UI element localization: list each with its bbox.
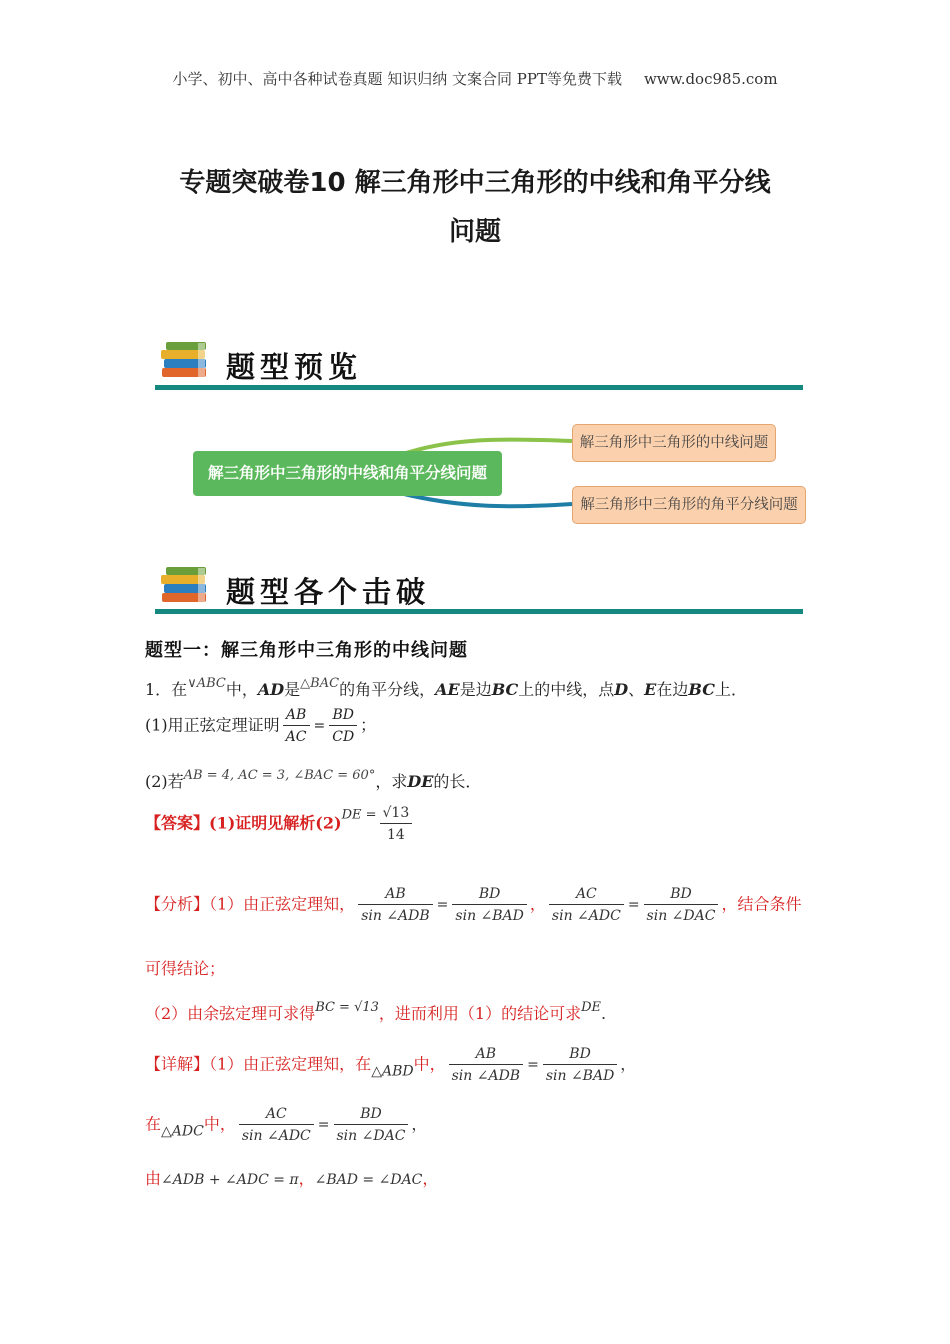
question-1-stem: 1．在$^{\vee ABC}$中，AD是$^{\triangle BAC}$的角平分线，AE是边BC上的中线，点D、E在边BC上． [145, 676, 747, 699]
section-preview-title: 题型预览 [226, 350, 363, 384]
page-title-line2: 问题 [448, 217, 501, 247]
mindmap-node-bisector: 解三角形中三角形的角平分线问题 [572, 486, 806, 524]
section-breakdown-divider [155, 609, 803, 614]
detail-line-2: 在△ADC中， $\frac{AC}{\text{sin ∠ADC}}$ = $\frac{BD}{\text{sin ∠DAC}}$ ， [145, 1106, 428, 1144]
books-icon [158, 563, 210, 607]
analysis-line-3: （2）由余弦定理可求得$^{BC = √13}$，进而利用（1）的结论可求$^{DE}$. [145, 1000, 607, 1023]
question-1-part-1: (1)用正弦定理证明 $\frac{AB}{AC}$ = $\frac{BD}{CD}$ ； [145, 707, 377, 745]
question-1-part-2: (2)若$^{AB = 4, AC = 3, \angle BAC = 60^\circ}$，求DE的长． [145, 768, 482, 791]
analysis-line-2: 可得结论； [145, 959, 226, 978]
mindmap-root-node: 解三角形中三角形的中线和角平分线问题 [193, 451, 502, 496]
header-site-link[interactable]: www.doc985.com [643, 70, 778, 88]
header-text: 小学、初中、高中各种试卷真题 知识归纳 文案合同 PPT等免费下载 [172, 70, 622, 88]
page-title-line1: 专题突破卷10 解三角形中三角形的中线和角平分线 [179, 168, 771, 198]
detail-line-3: 由∠ADB + ∠ADC = π，∠BAD = ∠DAC， [145, 1169, 439, 1188]
analysis-line-1: 【分析】（1）由正弦定理知， $\frac{AB}{\text{sin ∠ADB}}$ = $\frac{BD}{\text{sin ∠BAD}}$ ， $\frac{AC}{\text{sin ∠ADC}}$ = $\frac{BD}{\text{sin ∠DAC}}$ ，结合条件 [145, 886, 802, 924]
detail-line-1: 【详解】（1）由正弦定理知，在△ABD中， $\frac{AB}{\text{sin ∠ADB}}$ = $\frac{BD}{\text{sin ∠BAD}}$ ， [145, 1046, 637, 1084]
mindmap-node-median: 解三角形中三角形的中线问题 [572, 424, 776, 462]
section-breakdown-title: 题型各个击破 [226, 575, 431, 609]
question-type-heading: 题型一：解三角形中三角形的中线问题 [145, 640, 468, 661]
answer-line: 【答案】(1)证明见解析$(2)^{DE =}$ $\frac{√13}{14}$ [145, 805, 415, 843]
